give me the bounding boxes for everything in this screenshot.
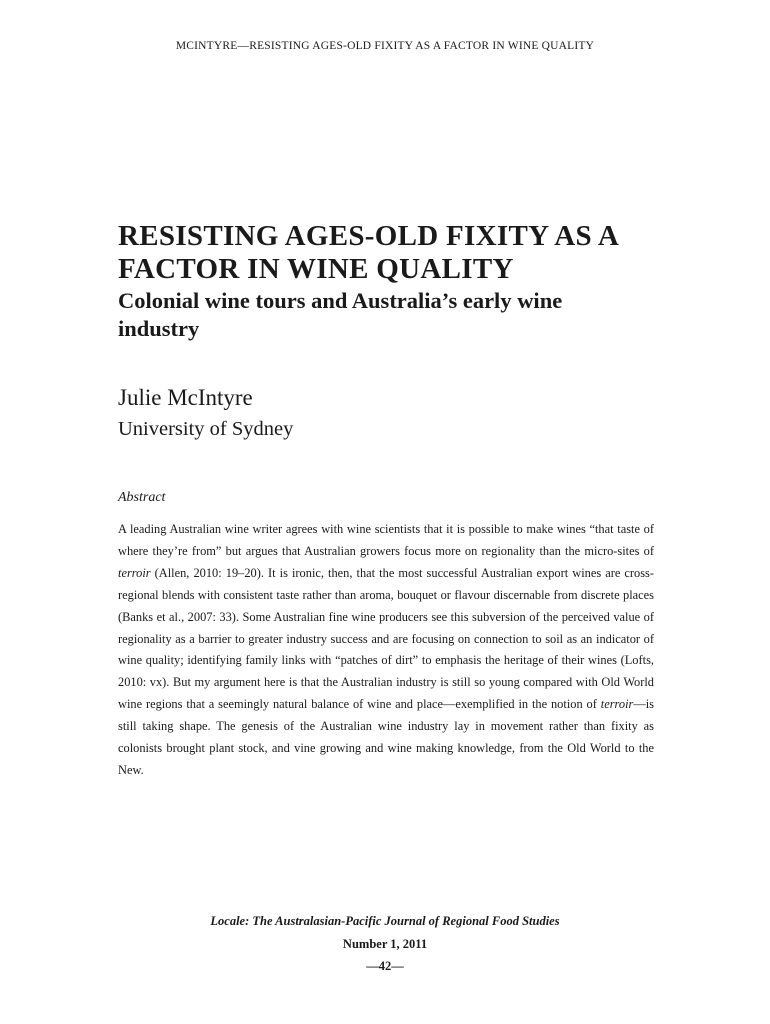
article-subtitle-line-2: industry <box>118 316 200 341</box>
footer-journal-name: Locale: The Australasian-Pacific Journal of Regional Food Studies <box>210 914 560 928</box>
article-subtitle <box>118 287 658 343</box>
abstract-text-part-3: —is still taking shape. The genesis of the Australian wine industry lay in movement rather than fixity as colonists brought plant stock, and vine growing and wine making knowledge, from the Old World to the New. <box>118 697 654 777</box>
abstract-heading: Abstract <box>118 490 166 505</box>
article-title-line-2: FACTOR IN WINE QUALITY <box>118 253 514 285</box>
footer-page-number: —42— <box>366 959 404 973</box>
author-name: Julie McIntyre <box>118 385 253 410</box>
article-subtitle-line-1: Colonial wine tours and Australia’s early wine <box>118 288 563 313</box>
abstract-text-part-1: A leading Australian wine writer agrees with wine scientists that it is possible to make wines “that taste of where they’re from” but argues that Australian growers focus more on regionality than the micro-sites of <box>118 522 654 558</box>
abstract-term-terroir-2: terroir <box>600 697 634 712</box>
abstract-body <box>118 519 654 782</box>
article-title <box>118 220 678 286</box>
article-title-line-1: RESISTING AGES-OLD FIXITY AS A <box>118 220 620 252</box>
abstract-term-terroir-1: terroir <box>118 565 151 580</box>
running-head: MCINTYRE—RESISTING AGES-OLD FIXITY AS A FACTOR IN WINE QUALITY <box>175 40 595 52</box>
author-affiliation: University of Sydney <box>118 418 294 440</box>
abstract-text-part-2: (Allen, 2010: 19–20). It is ironic, then, that the most successful Australian export wines are cross-regional blends with consistent taste rather than aroma, bouquet or flavour discernable from discrete places (Banks et al., 2007: 33). Some Australian fine wine producers see this subversion of the perceived value of regionality as a barrier to greater industry success and are focusing on connection to soil as an indicator of wine quality; identifying family links with “patches of dirt” to emphasis the heritage of their wines (Lofts, 2010: vx). But my argument here is that the Australian industry is still so young compared with Old World wine regions that a seemingly natural balance of wine and place—exemplified in the notion of <box>118 565 654 712</box>
footer-issue-number: Number 1, 2011 <box>342 937 428 951</box>
